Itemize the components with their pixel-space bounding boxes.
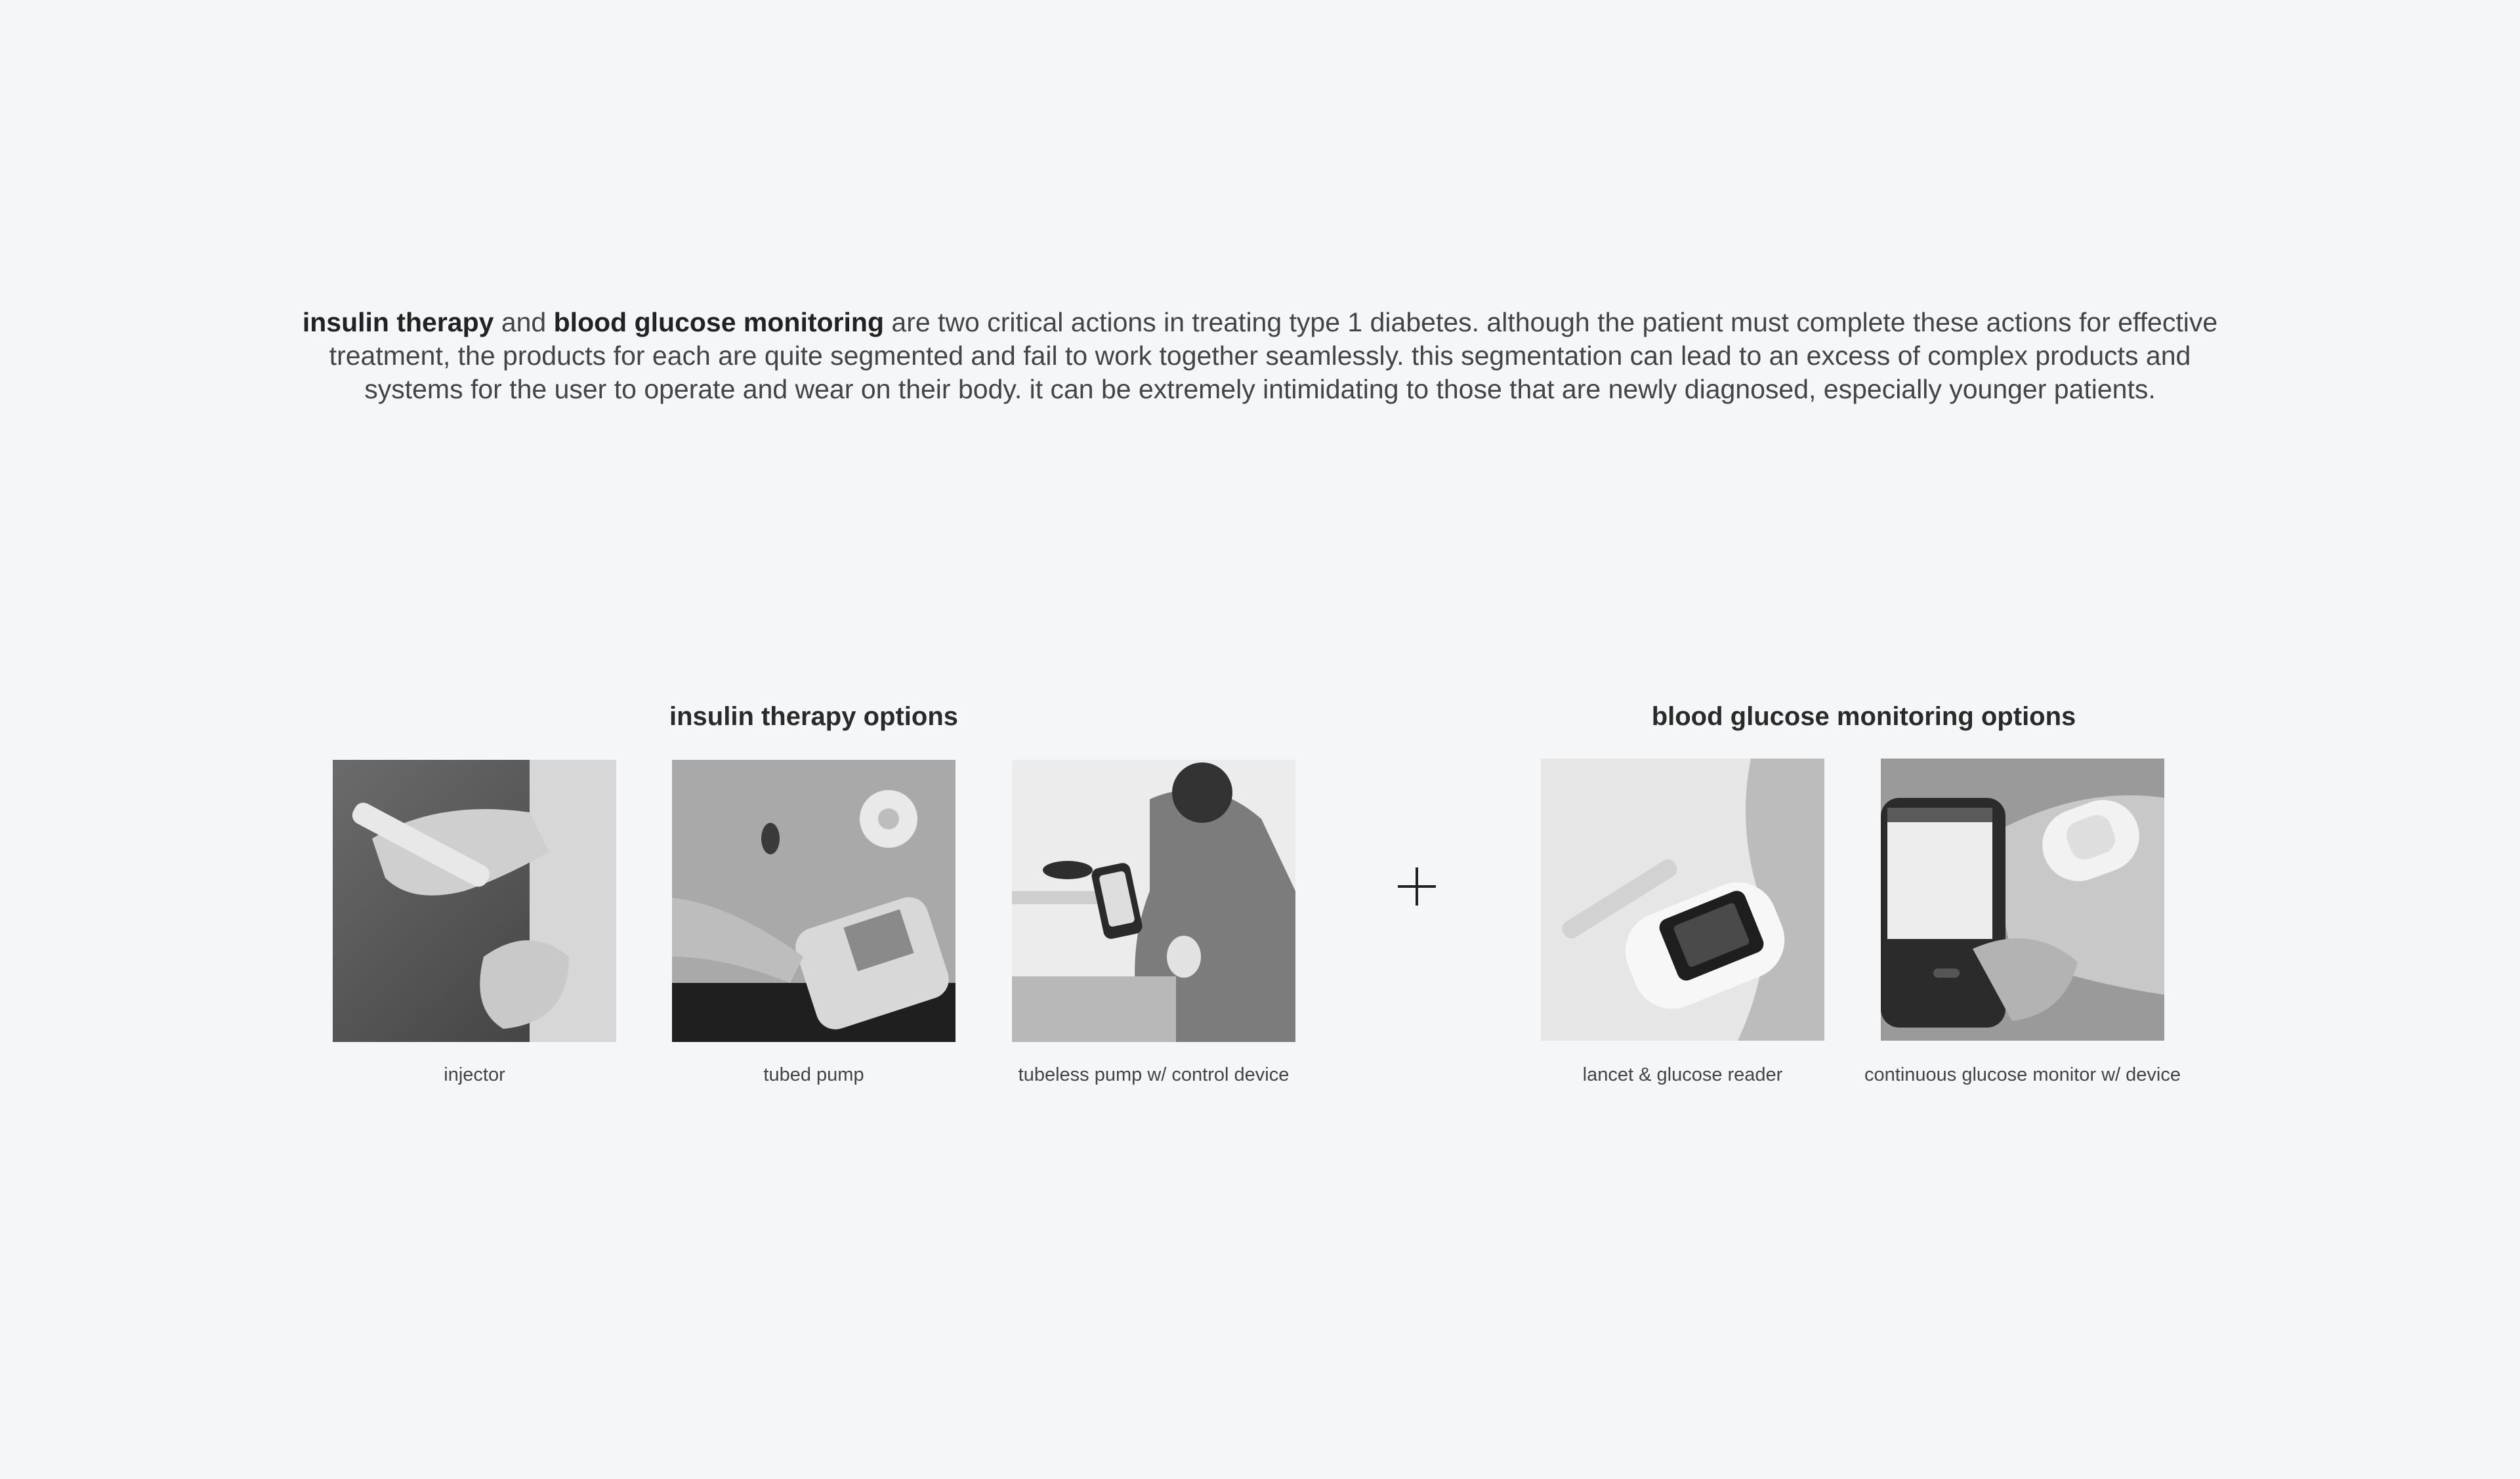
tubeless-pump-photo: [1012, 760, 1295, 1042]
injector-caption: injector: [444, 1064, 505, 1085]
tubeless-pump-caption: tubeless pump w/ control device: [1018, 1064, 1290, 1085]
glucose-options-title: blood glucose monitoring options: [1651, 702, 2076, 731]
tubed-pump-photo: [672, 760, 956, 1042]
intro-bold-insulin: insulin therapy: [302, 307, 494, 337]
plus-icon: [1398, 867, 1436, 906]
tubed-pump-caption: tubed pump: [763, 1064, 864, 1085]
cgm-photo: [1881, 759, 2164, 1041]
injector-photo: [333, 760, 616, 1042]
intro-text-body: are two critical actions in treating type 1 diabetes. although the patient must complete these actions for effective treatment, the products for each are quite segmented and fail to work together seamlessly. this segmentation can lead to an excess of complex products and systems for the user to operate and wear on their body. it can be extremely intimidating to those that are newly diagnosed, especially younger patients.: [329, 307, 2218, 404]
intro-text-and: and: [494, 307, 554, 337]
insulin-options-title: insulin therapy options: [669, 702, 959, 731]
lancet-reader-photo: [1541, 759, 1824, 1041]
cgm-caption: continuous glucose monitor w/ device: [1864, 1064, 2181, 1085]
intro-paragraph: [282, 306, 2238, 406]
lancet-reader-caption: lancet & glucose reader: [1582, 1064, 1783, 1085]
intro-bold-glucose: blood glucose monitoring: [553, 307, 884, 337]
